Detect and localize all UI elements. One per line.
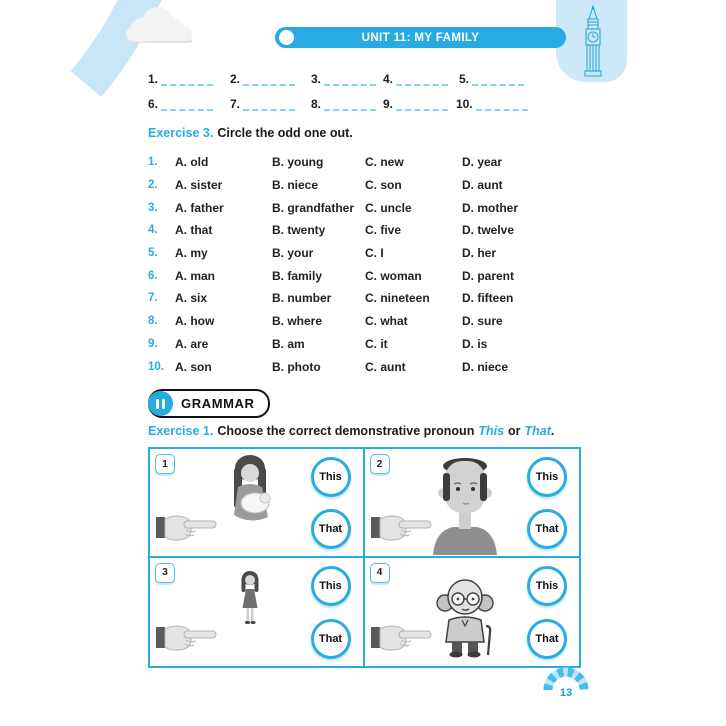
this-button[interactable]: This: [527, 566, 567, 606]
exercise3-label: Exercise 3.: [148, 126, 214, 140]
pointing-hand-icon: [156, 620, 220, 654]
page-number-badge: [543, 666, 589, 700]
answer-blank-3[interactable]: 3.: [311, 70, 376, 86]
answer-blank-8[interactable]: 8.: [311, 95, 376, 111]
option-b[interactable]: B. niece: [272, 178, 319, 193]
table-row: 1. A. old B. young C. new D. year: [148, 151, 584, 174]
answer-blank-4[interactable]: 4.: [383, 70, 448, 86]
exercise3-instruction: Circle the odd one out.: [217, 126, 353, 140]
option-a[interactable]: A. how: [175, 314, 215, 329]
grammar-label: GRAMMAR: [181, 396, 255, 411]
option-b[interactable]: B. number: [272, 291, 332, 306]
that-button[interactable]: That: [527, 619, 567, 659]
choice-cell-3: [150, 558, 365, 667]
option-d[interactable]: D. is: [462, 336, 488, 351]
option-c[interactable]: C. five: [365, 223, 402, 238]
table-row: 7. A. six B. number C. nineteen D. fifteen: [148, 287, 584, 310]
table-row: 3. A. father B. grandfather C. uncle D. mother: [148, 196, 584, 219]
option-a[interactable]: A. six: [175, 291, 208, 306]
page-number: 13: [559, 687, 573, 699]
choice-cell-2: [365, 449, 580, 558]
pause-icon: [148, 391, 173, 416]
option-d[interactable]: D. parent: [462, 268, 515, 283]
this-button[interactable]: This: [527, 457, 567, 497]
exercise3-title: [148, 126, 353, 140]
this-button[interactable]: This: [311, 566, 351, 606]
option-c[interactable]: C. what: [365, 314, 408, 329]
option-b[interactable]: B. young: [272, 155, 324, 170]
option-c[interactable]: C. it: [365, 336, 388, 351]
option-b[interactable]: B. photo: [272, 359, 321, 374]
table-row: 5. A. my B. your C. I D. her: [148, 242, 584, 265]
option-d[interactable]: D. her: [462, 246, 497, 261]
this-button[interactable]: This: [311, 457, 351, 497]
exercise1-label: Exercise 1.: [148, 424, 214, 438]
table-row: 6. A. man B. family C. woman D. parent: [148, 264, 584, 287]
option-b[interactable]: B. am: [272, 336, 305, 351]
cell-number-badge: 4: [370, 563, 390, 583]
option-b[interactable]: B. where: [272, 314, 323, 329]
old-man-illustration: [423, 453, 507, 555]
option-a[interactable]: A. are: [175, 336, 209, 351]
option-a[interactable]: A. son: [175, 359, 212, 374]
exercise3-table: [148, 151, 584, 378]
option-d[interactable]: D. mother: [462, 200, 519, 215]
option-c[interactable]: C. son: [365, 178, 402, 193]
word-that: That: [524, 424, 551, 438]
option-d[interactable]: D. aunt: [462, 178, 503, 193]
exercise1-choice-grid: [148, 447, 581, 668]
cell-number-badge: 2: [370, 454, 390, 474]
corner-blob-decoration: [556, 0, 627, 82]
answer-blank-2[interactable]: 2.: [230, 70, 295, 86]
word-this: This: [478, 424, 505, 438]
grammar-section-header: [148, 389, 270, 418]
unit-title: UNIT 11: MY FAMILY: [361, 31, 480, 44]
option-a[interactable]: A. that: [175, 223, 213, 238]
cell-number-badge: 1: [155, 454, 175, 474]
that-button[interactable]: That: [527, 509, 567, 549]
option-b[interactable]: B. family: [272, 268, 323, 283]
option-b[interactable]: B. grandfather: [272, 200, 355, 215]
option-d[interactable]: D. niece: [462, 359, 509, 374]
option-a[interactable]: A. father: [175, 200, 224, 215]
option-c[interactable]: C. uncle: [365, 200, 412, 215]
option-b[interactable]: B. your: [272, 246, 314, 261]
grandfather-with-cane-illustration: [428, 576, 502, 658]
option-c[interactable]: C. new: [365, 155, 404, 170]
option-c[interactable]: C. woman: [365, 268, 422, 283]
big-ben-icon: [580, 5, 606, 77]
pointing-hand-icon: [156, 510, 220, 544]
answer-blank-5[interactable]: 5.: [459, 70, 524, 86]
table-row: 4. A. that B. twenty C. five D. twelve: [148, 219, 584, 242]
option-c[interactable]: C. aunt: [365, 359, 406, 374]
option-d[interactable]: D. year: [462, 155, 503, 170]
option-d[interactable]: D. sure: [462, 314, 503, 329]
choice-cell-4: [365, 558, 580, 667]
answer-blank-1[interactable]: 1.: [148, 70, 213, 86]
answer-blank-7[interactable]: 7.: [230, 95, 295, 111]
table-row: 2. A. sister B. niece C. son D. aunt: [148, 174, 584, 197]
cell-number-badge: 3: [155, 563, 175, 583]
that-button[interactable]: That: [311, 509, 351, 549]
option-d[interactable]: D. twelve: [462, 223, 515, 238]
unit-title-banner: [275, 27, 566, 48]
pointing-hand-icon: [371, 620, 435, 654]
table-row: 10. A. son B. photo C. aunt D. niece: [148, 355, 584, 378]
mother-holding-baby-illustration: [222, 453, 278, 547]
option-c[interactable]: C. I: [365, 246, 384, 261]
option-a[interactable]: A. man: [175, 268, 216, 283]
exercise1-title: Exercise 1. Choose the correct demonstrative pronoun This or That.: [148, 424, 555, 438]
woman-standing-illustration: [237, 570, 263, 630]
choice-cell-1: [150, 449, 365, 558]
that-button[interactable]: That: [311, 619, 351, 659]
option-c[interactable]: C. nineteen: [365, 291, 430, 306]
table-row: 8. A. how B. where C. what D. sure: [148, 310, 584, 333]
option-d[interactable]: D. fifteen: [462, 291, 514, 306]
option-b[interactable]: B. twenty: [272, 223, 326, 238]
table-row: 9. A. are B. am C. it D. is: [148, 333, 584, 356]
option-a[interactable]: A. my: [175, 246, 208, 261]
option-a[interactable]: A. old: [175, 155, 209, 170]
option-a[interactable]: A. sister: [175, 178, 223, 193]
answer-blank-10[interactable]: 10.: [456, 95, 528, 111]
answer-blank-9[interactable]: 9.: [383, 95, 448, 111]
answer-blank-6[interactable]: 6.: [148, 95, 213, 111]
